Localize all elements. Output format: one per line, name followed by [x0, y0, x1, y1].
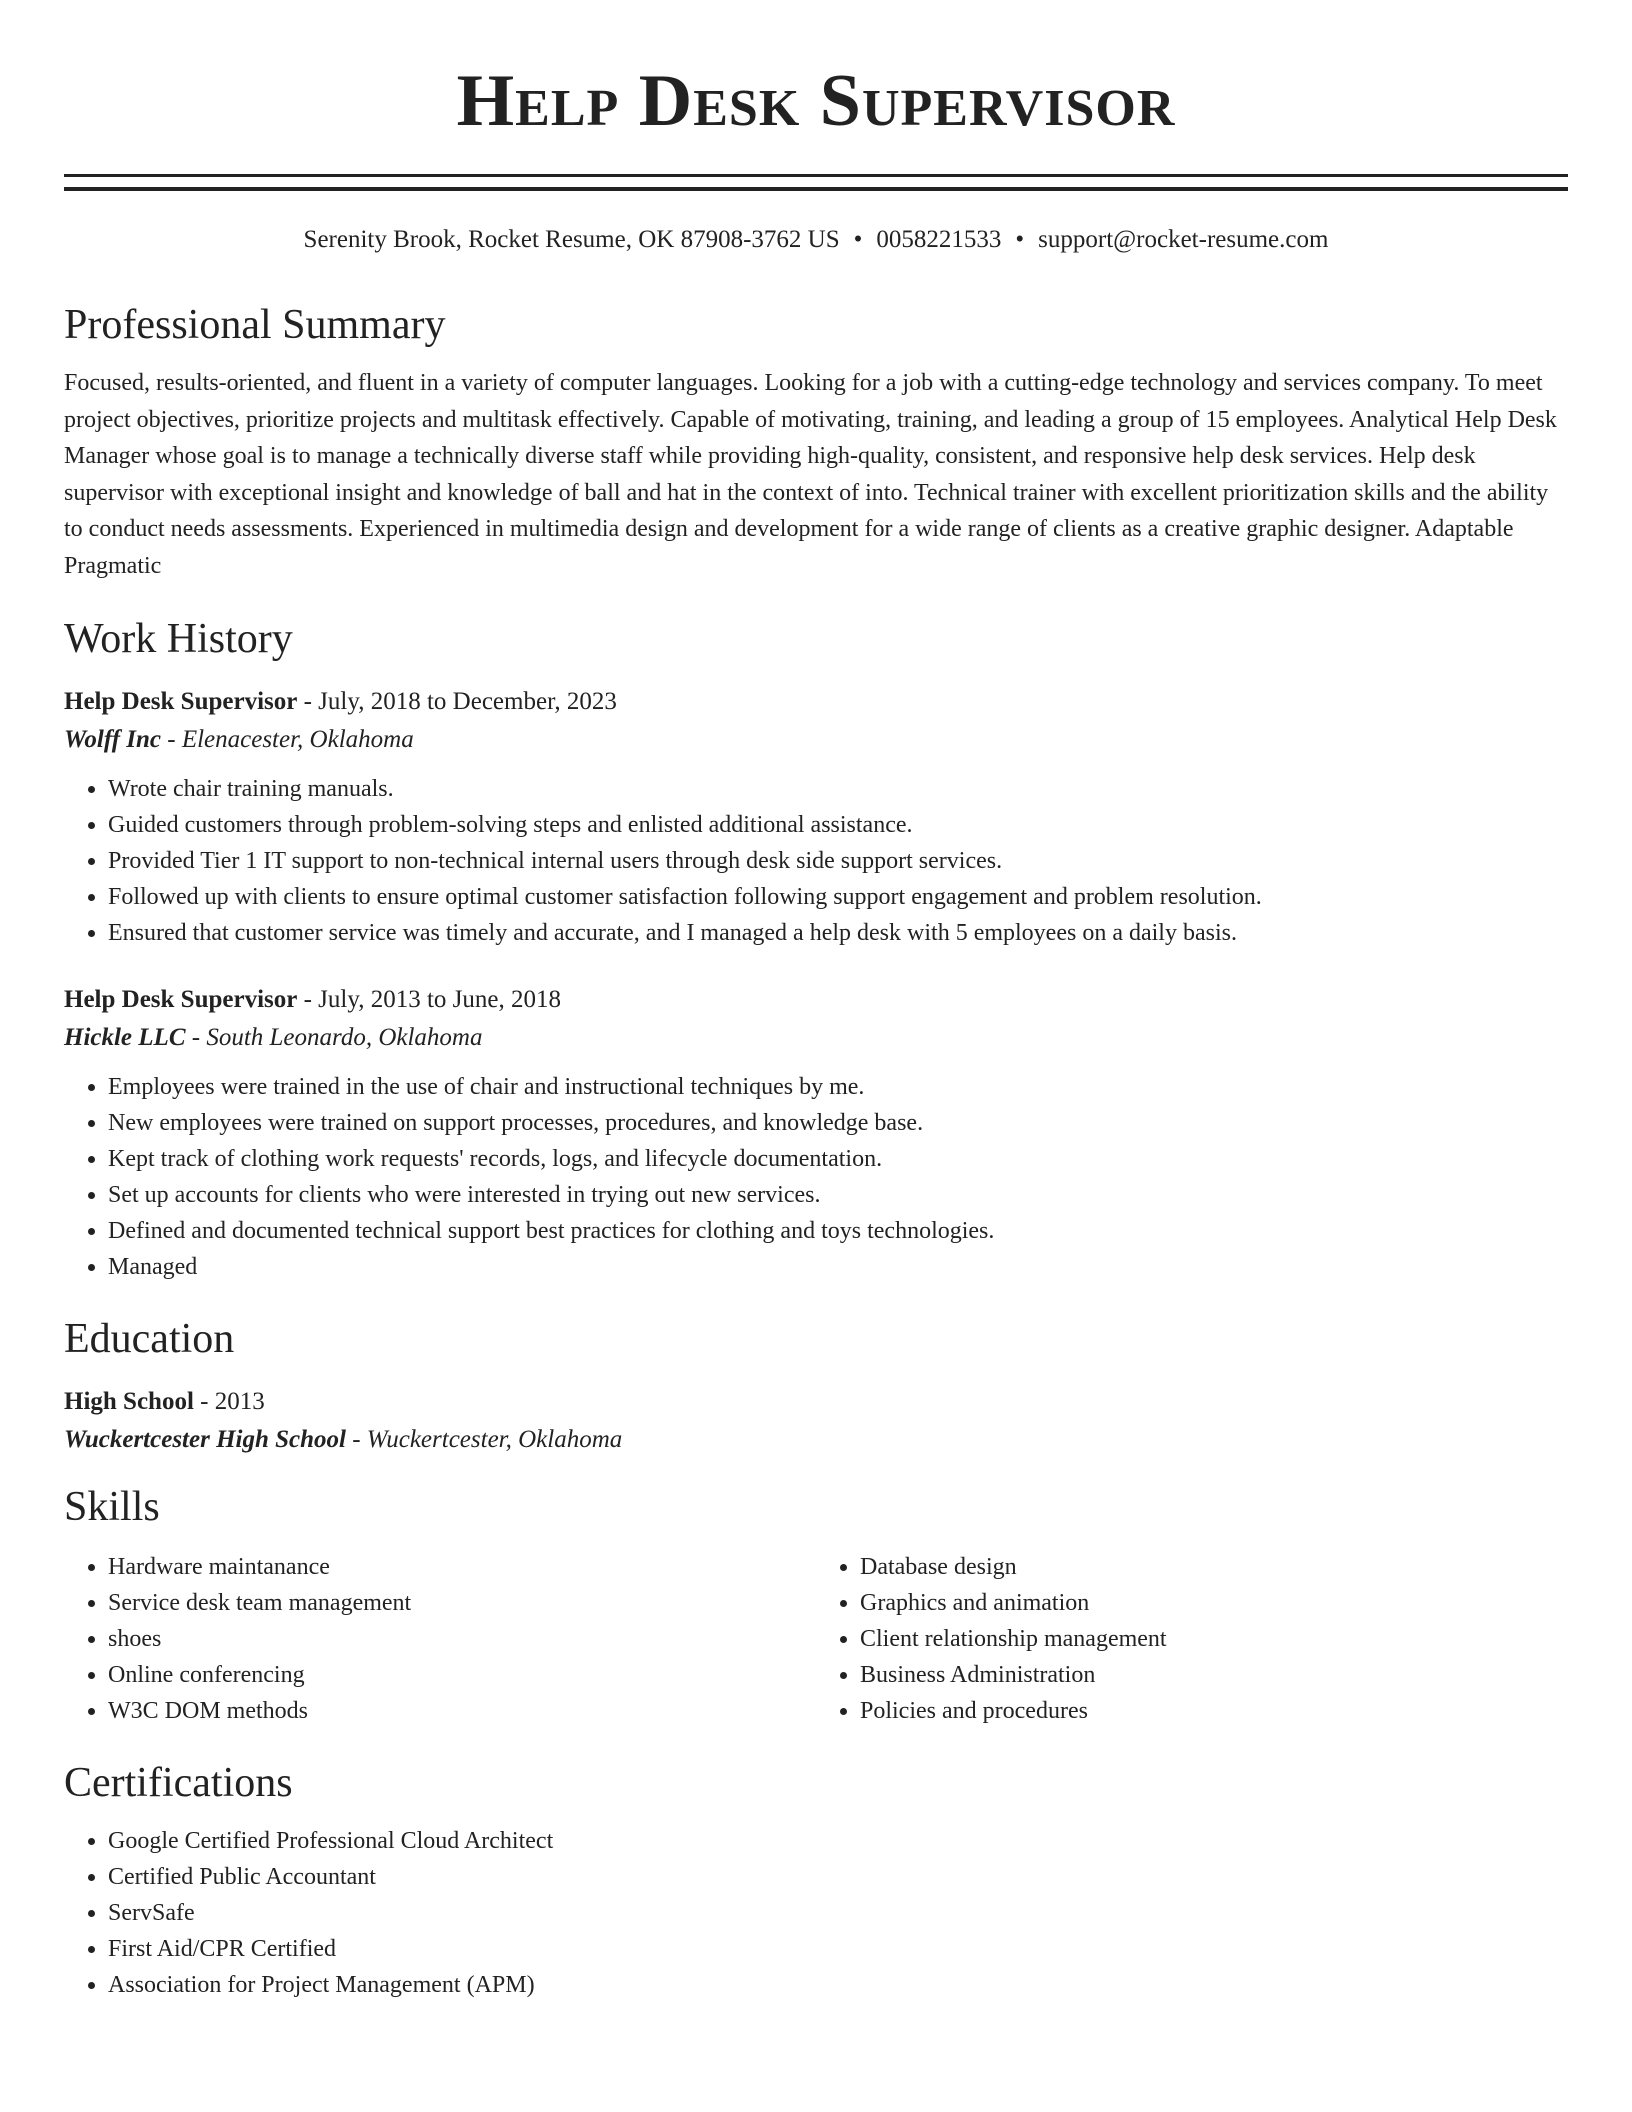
list-item: • Set up accounts for clients who were interested in trying out new services.	[108, 1177, 1568, 1213]
list-item: • Ensured that customer service was timely and accurate, and I managed a help desk with 5 employees on a daily basis.	[108, 915, 1568, 951]
job-role: Help Desk Supervisor	[64, 687, 298, 715]
job-entry	[64, 981, 1568, 1285]
education-degree-line	[64, 1383, 1568, 1421]
job-title-line	[64, 981, 1568, 1019]
certifications-heading: Certifications	[64, 1759, 293, 1806]
summary-heading: Professional Summary	[64, 302, 446, 348]
list-item: • Hardware maintanance	[108, 1549, 816, 1585]
skills-heading: Skills	[64, 1483, 160, 1530]
list-item: • W3C DOM methods	[108, 1693, 816, 1729]
education-degree: High School	[64, 1387, 194, 1415]
list-item: • Kept track of clothing work requests' records, logs, and lifecycle documentation.	[108, 1141, 1568, 1177]
list-item: • Employees were trained in the use of chair and instructional techniques by me.	[108, 1069, 1568, 1105]
list-item: • Defined and documented technical support best practices for clothing and toys technologies.	[108, 1213, 1568, 1249]
education-school-line	[64, 1421, 1568, 1459]
header-double-rule	[64, 174, 1568, 191]
job-company: Hickle LLC	[64, 1023, 186, 1051]
job-location: - South Leonardo, Oklahoma	[185, 1023, 483, 1051]
education-school: Wuckertcester High School	[64, 1425, 346, 1453]
list-item: • Online conferencing	[108, 1657, 816, 1693]
job-employer-line	[64, 721, 1568, 759]
list-item: • Business Administration	[860, 1657, 1568, 1693]
job-employer-line	[64, 1019, 1568, 1057]
education-year: - 2013	[193, 1387, 265, 1415]
contact-address: Serenity Brook, Rocket Resume, OK 87908-3762 US	[303, 226, 840, 253]
list-item: • Wrote chair training manuals.	[108, 771, 1568, 807]
list-item: • Followed up with clients to ensure optimal customer satisfaction following support engagement and problem resolution.	[108, 879, 1568, 915]
list-item: • Service desk team management	[108, 1585, 816, 1621]
job-location: - Elenacester, Oklahoma	[161, 725, 414, 753]
job-dates: - July, 2013 to June, 2018	[297, 985, 562, 1013]
job-dates: - July, 2018 to December, 2023	[297, 687, 617, 715]
list-item: • Association for Project Management (APM)	[108, 1967, 1568, 2003]
skills-grid	[64, 1549, 1568, 1729]
list-item: • First Aid/CPR Certified	[108, 1931, 1568, 1967]
education-heading: Education	[64, 1315, 235, 1362]
bullet-separator: •	[853, 226, 863, 253]
list-item: • Client relationship management	[860, 1621, 1568, 1657]
list-item: • ServSafe	[108, 1895, 1568, 1931]
job-duties-list	[64, 771, 1568, 951]
job-company: Wolff Inc	[64, 725, 161, 753]
skills-list-right	[816, 1549, 1568, 1729]
contact-phone: 0058221533	[876, 226, 1002, 253]
list-item: • Certified Public Accountant	[108, 1859, 1568, 1895]
education-location: - Wuckertcester, Oklahoma	[345, 1425, 623, 1453]
job-role: Help Desk Supervisor	[64, 985, 298, 1013]
contact-line	[64, 223, 1568, 257]
certifications-list	[64, 1823, 1568, 2003]
list-item: • Managed	[108, 1249, 1568, 1285]
list-item: • Provided Tier 1 IT support to non-technical internal users through desk side support services.	[108, 843, 1568, 879]
list-item: • Graphics and animation	[860, 1585, 1568, 1621]
work-history-heading: Work History	[64, 615, 293, 662]
list-item: • Database design	[860, 1549, 1568, 1585]
skills-list-left	[64, 1549, 816, 1729]
job-title-line	[64, 683, 1568, 721]
contact-email: support@rocket-resume.com	[1038, 226, 1329, 253]
job-duties-list	[64, 1069, 1568, 1285]
list-item: • Policies and procedures	[860, 1693, 1568, 1729]
job-entry	[64, 683, 1568, 951]
resume-name: Help Desk Supervisor	[456, 60, 1176, 142]
list-item: • Google Certified Professional Cloud Architect	[108, 1823, 1568, 1859]
list-item: • Guided customers through problem-solving steps and enlisted additional assistance.	[108, 807, 1568, 843]
education-entry	[64, 1383, 1568, 1459]
list-item: • New employees were trained on support processes, procedures, and knowledge base.	[108, 1105, 1568, 1141]
list-item: • shoes	[108, 1621, 816, 1657]
bullet-separator: •	[1015, 226, 1025, 253]
summary-text: Focused, results-oriented, and fluent in a variety of computer languages. Looking for a job with a cutting-edge technology and services company. To meet project objectives, prioritize projects and multitask effectively. Capable of motivating, training, and leading a group of 15 employees. Analytical Help Desk Manager whose goal is to manage a technically diverse staff while providing high-quality, consistent, and responsive help desk services. Help desk supervisor with exceptional insight and knowledge of ball and hat in the context of into. Technical trainer with excellent prioritization skills and the ability to conduct needs assessments. Experienced in multimedia design and development for a wide range of clients as a creative graphic designer. Adaptable Pragmatic	[64, 370, 1557, 579]
